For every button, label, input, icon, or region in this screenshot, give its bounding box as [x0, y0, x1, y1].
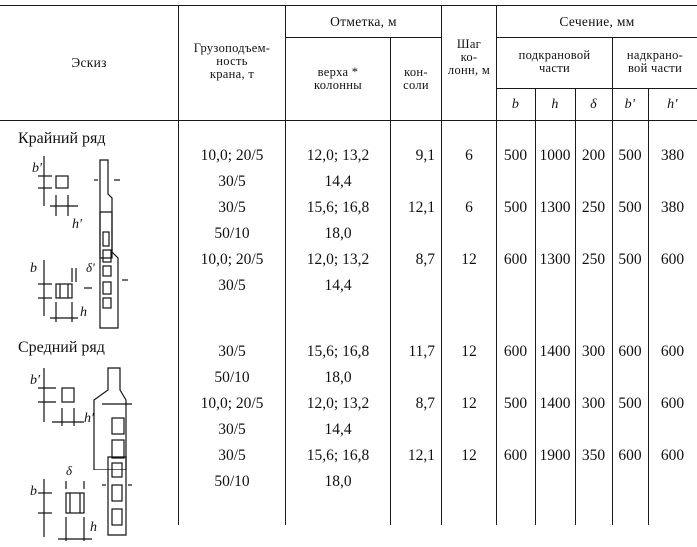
- svg-text:h: h: [90, 520, 97, 535]
- cell-delta: 300: [581, 343, 606, 360]
- cell-mark-top: 12,0; 13,2: [306, 147, 370, 164]
- cell-capacity: 30/5: [218, 447, 246, 464]
- cell-b-prime: 600: [618, 447, 642, 464]
- cell-h: 1900: [539, 447, 571, 464]
- cell-mark-top: 18,0: [324, 369, 352, 386]
- svg-text:b′: b′: [32, 161, 43, 176]
- svg-text:b: b: [30, 261, 37, 276]
- cell-capacity: 10,0; 20/5: [200, 251, 264, 268]
- cell-b-prime: 500: [618, 251, 642, 268]
- cell-mark-top: 18,0: [324, 473, 352, 490]
- section-letters-rule: [496, 88, 697, 89]
- cell-h: 1300: [539, 199, 571, 216]
- svg-text:h′: h′: [84, 411, 95, 426]
- cell-delta: 350: [581, 447, 606, 464]
- edge-column-sketch-2: [22, 210, 132, 330]
- cell-h: 1400: [539, 343, 571, 360]
- cell-capacity: 50/10: [214, 369, 250, 386]
- marks-group-rule: [285, 37, 441, 38]
- cell-spacing: 6: [465, 199, 473, 216]
- cell-delta: 300: [581, 395, 606, 412]
- cell-capacity: 10,0; 20/5: [200, 395, 264, 412]
- header-h-prime: h′: [667, 97, 678, 112]
- section-title-edge-row: Крайний ряд: [18, 130, 106, 147]
- cell-mark-top: 14,4: [324, 173, 352, 190]
- header-delta: δ: [590, 97, 597, 112]
- table-top-rule: [0, 5, 697, 6]
- header-bottom-rule: [0, 120, 697, 121]
- middle-column-sketch-1: [22, 360, 132, 470]
- cell-capacity: 30/5: [218, 277, 246, 294]
- header-b-prime: b′: [624, 97, 636, 112]
- cell-b: 600: [503, 343, 528, 360]
- cell-mark-top: 14,4: [324, 421, 352, 438]
- header-sketch: Эскиз: [71, 55, 107, 70]
- cell-spacing: 12: [461, 251, 477, 268]
- cell-capacity: 30/5: [218, 173, 246, 190]
- svg-text:h′: h′: [72, 217, 83, 232]
- cell-b: 600: [503, 251, 528, 268]
- cell-mark-console: 11,7: [408, 343, 435, 360]
- cell-h: 1400: [539, 395, 571, 412]
- cell-spacing: 12: [461, 447, 477, 464]
- svg-text:δ′: δ′: [86, 260, 95, 275]
- header-h: h: [551, 97, 559, 112]
- header-under-crane: подкрановой части: [518, 48, 591, 75]
- cell-b: 500: [503, 199, 528, 216]
- header-capacity: Грузоподъем- ность крана, т: [193, 41, 271, 81]
- cell-mark-top: 14,4: [324, 277, 352, 294]
- cell-mark-top: 15,6; 16,8: [306, 447, 370, 464]
- cell-capacity: 50/10: [214, 225, 250, 242]
- cell-spacing: 12: [461, 343, 477, 360]
- cell-b-prime: 600: [618, 343, 642, 360]
- cell-b: 500: [503, 395, 528, 412]
- cell-capacity: 30/5: [218, 343, 246, 360]
- svg-text:δ: δ: [66, 463, 73, 478]
- header-section-group: Сечение, мм: [559, 14, 635, 29]
- cell-b: 600: [503, 447, 528, 464]
- svg-text:b′: b′: [30, 373, 41, 388]
- cell-mark-console: 9,1: [415, 147, 435, 164]
- cell-b-prime: 500: [618, 395, 642, 412]
- svg-text:h: h: [80, 305, 87, 320]
- cell-mark-top: 12,0; 13,2: [306, 251, 370, 268]
- middle-column-sketch-2: [22, 455, 132, 545]
- cell-mark-console: 8,7: [415, 251, 435, 268]
- cell-capacity: 10,0; 20/5: [200, 147, 264, 164]
- cell-h-prime: 380: [660, 199, 685, 216]
- cell-spacing: 6: [465, 147, 473, 164]
- cell-delta: 250: [581, 199, 606, 216]
- header-mark-console: кон- соли: [403, 65, 429, 92]
- cell-mark-console: 12,1: [407, 199, 435, 216]
- cell-spacing: 12: [461, 395, 477, 412]
- cell-mark-console: 12,1: [407, 447, 435, 464]
- cell-capacity: 30/5: [218, 199, 246, 216]
- cell-h-prime: 600: [660, 395, 685, 412]
- cell-b: 500: [503, 147, 528, 164]
- cell-h-prime: 600: [660, 343, 685, 360]
- cell-mark-top: 18,0: [324, 225, 352, 242]
- header-mark-top: верха * колонны: [314, 65, 362, 92]
- header-marks-group: Отметка, м: [330, 14, 397, 29]
- cell-h-prime: 380: [660, 147, 685, 164]
- section-group-rule: [496, 37, 697, 38]
- cell-mark-top: 12,0; 13,2: [306, 395, 370, 412]
- header-b: b: [511, 97, 520, 112]
- cell-h: 1300: [539, 251, 571, 268]
- cell-b-prime: 500: [618, 199, 642, 216]
- header-over-crane: надкрано- вой части: [626, 48, 684, 75]
- cell-capacity: 30/5: [218, 421, 246, 438]
- cell-delta: 200: [581, 147, 606, 164]
- cell-mark-console: 8,7: [415, 395, 435, 412]
- header-spacing: Шаг ко- лонн, м: [447, 37, 491, 77]
- section-title-middle-row: Средний ряд: [18, 339, 105, 356]
- cell-h-prime: 600: [660, 447, 685, 464]
- cell-capacity: 50/10: [214, 473, 250, 490]
- cell-h: 1000: [539, 147, 571, 164]
- cell-delta: 250: [581, 251, 606, 268]
- cell-b-prime: 500: [618, 147, 642, 164]
- cell-h-prime: 600: [660, 251, 685, 268]
- cell-mark-top: 15,6; 16,8: [306, 199, 370, 216]
- cell-mark-top: 15,6; 16,8: [306, 343, 370, 360]
- svg-text:b: b: [30, 484, 37, 499]
